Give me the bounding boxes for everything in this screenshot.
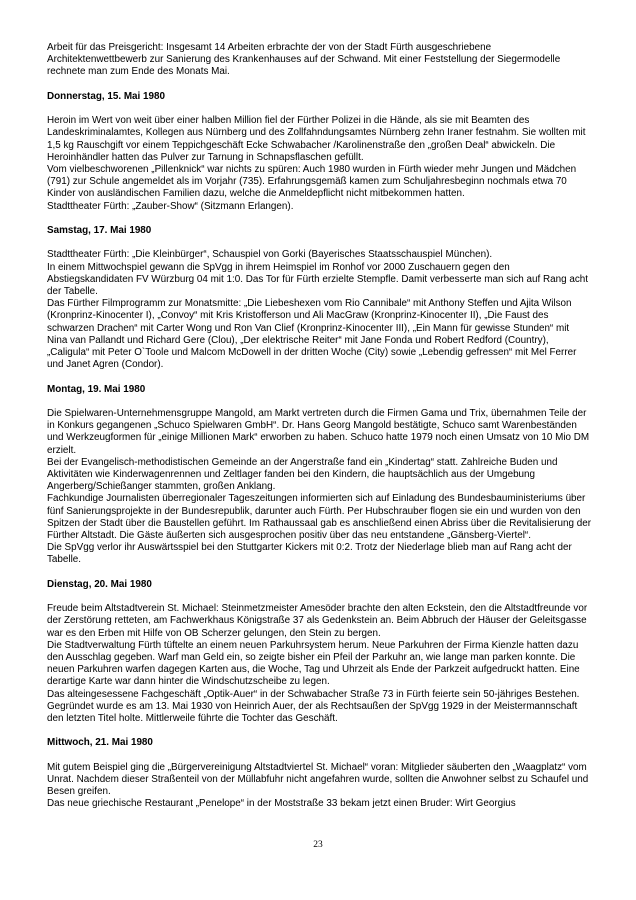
page-number: 23 [313,840,323,850]
entry-date: Mittwoch, 21. Mai 1980 [47,737,153,749]
entry-date: Dienstag, 20. Mai 1980 [47,578,152,590]
entry-paragraph: Mit gutem Beispiel ging die „Bürgervereinigung Altstadtviertel St. Michael“ voran: Mitglieder säuberten den „Waagplatz“ vom Unrat. Nachdem dieser Straßenteil von der Müllabfuhr nicht angefahren wurde, sollten die Anwohner selbst zu Schaufel und Besen greifen. [47,761,589,798]
intro-paragraph: Arbeit für das Preisgericht: Insgesamt 14 Arbeiten erbrachte der von der Stadt Fürth ausgeschriebene Architektenwettbewerb zur Sanierung des Krankenhauses auf der Schwand. Mit einer Feststellung der Siegermodelle rechnete man zum Ende des Monats Mai. [47,42,561,78]
document-page [47,42,592,811]
entry-paragraph: Stadttheater Fürth: „Zauber-Show“ (Sitzmann Erlangen). [47,200,294,212]
entry-paragraph: Fachkundige Journalisten überregionaler Tageszeitungen informierten sich auf Einladung des Bundesbauministeriums über fünf Sanierungsprojekte in der Bundesrepublik, darunter auch Fürth. Per Hubschrauber flogen sie ein und wurden von den Spitzen der Stadt über die Baustellen geführt. Im Rathaussaal gab es anschließend einen Abriss über die Revitalisierung der Fürther Altstadt. Die Gäste äußerten sich ausgesprochen positiv über das neu entstandene „Gänsberg-Viertel“. [47,493,591,542]
entry-paragraph: Vom vielbeschworenen „Pillenknick“ war nichts zu spüren: Auch 1980 wurden in Fürth wieder mehr Jungen und Mädchen (791) zur Schule angemeldet als im Vorjahr (735). Erfahrungsgemäß kamen zum Schuljahresbeginn nochmals etwa 70 Kinder von ausländischen Familien dazu, welche die Anmeldepflicht nicht mitbekommen hatten. [47,164,577,200]
entry-paragraph: Die Spielwaren-Unternehmensgruppe Mangold, am Markt vertreten durch die Firmen Gama und Trix, übernahmen Teile der in Konkurs gegangenen „Schuco Spielwaren GmbH“. Dr. Hans Georg Mangold bestätigte, Schuco samt Warenbeständen und Werkzeugformen für „einige Millionen Mark“ erworben zu haben. Schuco hatte 1979 noch einen Umsatz von 10 Mio DM erzielt. [47,408,590,456]
entry-paragraph: Das neue griechische Restaurant „Penelope“ in der Moststraße 33 bekam jetzt einen Bruder: Wirt Georgius [47,798,516,810]
entry-paragraph: Das alteingesessene Fachgeschäft „Optik-Auer“ in der Schwabacher Straße 73 in Fürth feierte sein 50-jähriges Bestehen. Gegründet wurde es am 13. Mai 1930 von Heinrich Auer, der als Rechtsaußen der SpVgg 1929 in der Meistermannschaft den letzten Titel holte. Mittlerweile führte die Tochter das Geschäft. [47,688,580,725]
entry-date: Donnerstag, 15. Mai 1980 [47,90,165,102]
entry-paragraph: In einem Mittwochspiel gewann die SpVgg in ihrem Heimspiel im Ronhof vor 2000 Zuschauern gegen den Abstiegskandidaten FV Würzburg 04 mit 1:0. Das Tor für Fürth erzielte Stempfle. Damit verbesserte man sich auf Rang acht der Tabelle. [47,261,588,297]
entry-paragraph: Bei der Evangelisch-methodistischen Gemeinde an der Angerstraße fand ein „Kindertag“ statt. Zahlreiche Buden und Aktivitäten wie Kinderwagenrennen und Zeltlager fanden bei den Kindern, die hauptsächlich aus der Umgebung Angerberg/Schießanger stammten, großen Anklang. [47,456,558,493]
entry-date: Samstag, 17. Mai 1980 [47,225,152,236]
entry-paragraph: Heroin im Wert von weit über einer halben Million fiel der Fürther Polizei in die Hände, als sie mit Beamten des Landeskriminalamtes, Kollegen aus Nürnberg und des Zollfahndungsamtes Nürnberg zehn Iraner festnahm. Sie wollten mit 1,5 kg Rauschgift vor einem Teppichgeschäft Ecke Schwabacher /Karolinenstraße den „großen Deal“ abwickeln. Die Heroinhändler hatten das Pulver zur Tarnung in Schnapsflaschen gefüllt. [47,115,586,163]
entry-paragraph: Stadttheater Fürth: „Die Kleinbürger“, Schauspiel von Gorki (Bayerisches Staatsschauspiel München). [47,249,493,261]
entry-paragraph: Das Fürther Filmprogramm zur Monatsmitte: „Die Liebeshexen vom Rio Cannibale“ mit Anthony Steffen und Ajita Wilson (Kronprinz-Kinocenter I), „Convoy“ mit Kris Kristofferson und Ali MacGraw (Kronprinz-Kinocenter II), „Die Faust des schwarzen Drachen“ mit Carter Wong und Ron Van Clief (Kronprinz-Kinocenter III), „Ein Mann für gewisse Stunden“ mit Nina van Pallandt und Richard Gere (Clou), „Der elektrische Reiter“ mit Jane Fonda und Robert Redford (Country), „Caligula“ mit Peter O`Toole und Malcom McDowell in der dritten Woche (City) sowie „Lebendig gefressen“ mit Mel Ferrer und Janet Agren (Condor). [47,298,577,371]
entry-paragraph: Freude beim Altstadtverein St. Michael: Steinmetzmeister Amesöder brachte den alten Eckstein, den die Altstadtfreunde vor der Zerstörung retteten, am Fachwerkhaus Königstraße 37 als Gedenkstein an. Beim Abbruch der Häuser der Geleitsgasse war es den Erben mit Hilfe von OB Scherzer gelungen, den Stein zu bergen. [47,603,588,639]
entry-paragraph: Die SpVgg verlor ihr Auswärtsspiel bei den Stuttgarter Kickers mit 0:2. Trotz der Niederlage blieb man auf Rang acht der Tabelle. [47,542,572,566]
entry-paragraph: Die Stadtverwaltung Fürth tüftelte an einem neuen Parkuhrsystem herum. Neue Parkuhren der Firma Kienzle hatten dazu den Ausschlag gegeben. Warf man Geld ein, so zeigte bisher ein Pfeil der Parkuhr an, wie lange man parken konnte. Die neuen Parkuhren warfen dagegen Karten aus, die Woche, Tag und Uhrzeit als Ende der Parkzeit aufgedruckt hatten. Eine derartige Karte war dann hinter die Windschutzscheibe zu legen. [47,639,580,688]
entry-date: Montag, 19. Mai 1980 [47,383,146,395]
